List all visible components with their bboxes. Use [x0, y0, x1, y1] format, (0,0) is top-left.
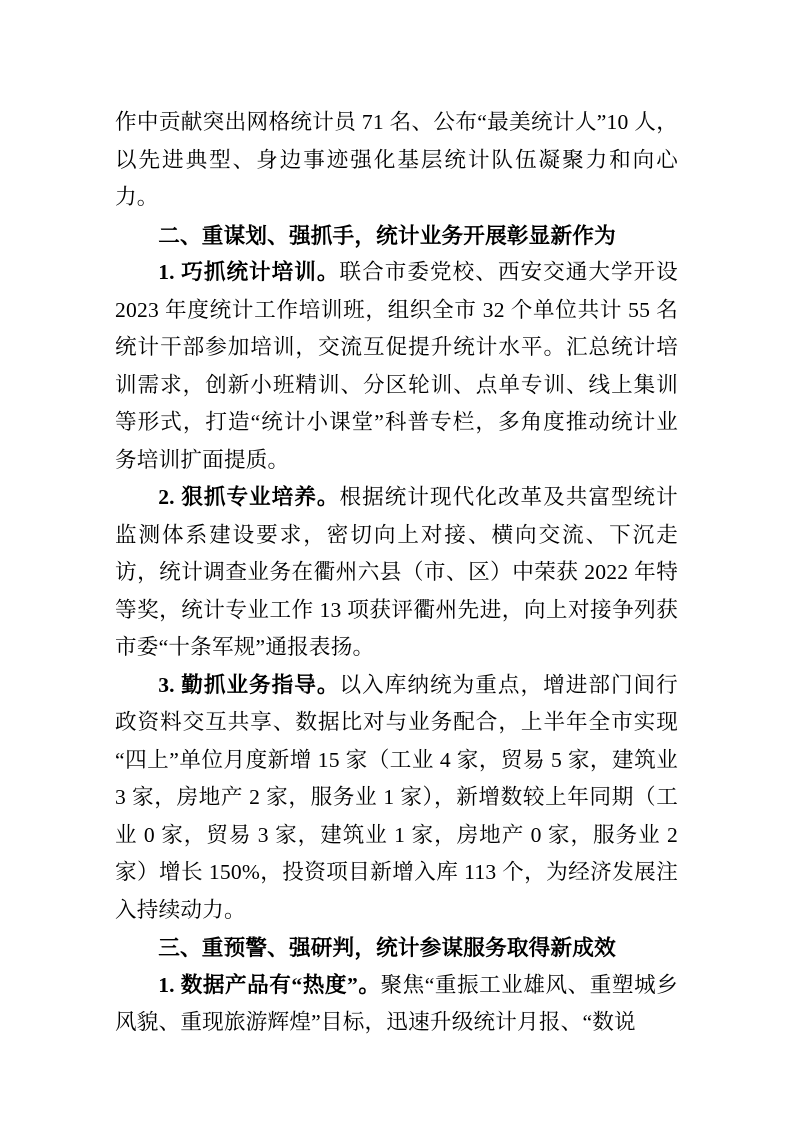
paragraph-text: 联合市委党校、西安交通大学开设 2023 年度统计工作培训班，组织全市 32 个单位共计 55 名统计干部参加培训，交流互促提升统计水平。汇总统计培训需求，创新小班精训、分区轮训、点单专训、线上集训等形式，打造“统计小课堂”科普专栏，多角度推动统计业务培训扩面提质。 [115, 260, 678, 472]
paragraph-item-3-business-guidance [115, 667, 678, 930]
paragraph-item-1-data-products [115, 967, 678, 1042]
paragraph-continued-from-previous-page: 作中贡献突出网格统计员 71 名、公布“最美统计人”10 人，以先进典型、身边事迹强化基层统计队伍凝聚力和向心力。 [115, 110, 678, 209]
paragraph-lead: 3. 勤抓业务指导。 [158, 672, 340, 697]
paragraph-text: 以入库纳统为重点，增进部门间行政资料交互共享、数据比对与业务配合，上半年全市实现“四上”单位月度新增 15 家（工业 4 家，贸易 5 家，建筑业 3 家，房地产 2 家，服务业 1 家），新增数较上年同期（工业 0 家，贸易 3 家，建筑业 1 家，房地产 0 家，服务业 2 家）增长 150%，投资项目新增入库 113 个，为经济发展注入持续动力。 [115, 672, 678, 922]
paragraph-text: 根据统计现代化改革及共富型统计监测体系建设要求，密切向上对接、横向交流、下沉走访，统计调查业务在衢州六县（市、区）中荣获 2022 年特等奖，统计专业工作 13 项获评衢州先进，向上对接争列获市委“十条军规”通报表扬。 [115, 485, 678, 659]
paragraph-item-1-training [115, 254, 678, 479]
paragraph-item-2-professional-cultivation [115, 479, 678, 667]
paragraph-text: 聚焦“重振工业雄风、重塑城乡风貌、重现旅游辉煌”目标，迅速升级统计月报、“数说 [115, 972, 678, 1034]
section-heading-three: 三、重预警、强研判，统计参谋服务取得新成效 [158, 935, 616, 960]
section-heading-two: 二、重谋划、强抓手，统计业务开展彰显新作为 [158, 222, 616, 248]
paragraph-lead: 1. 数据产品有“热度”。 [158, 972, 381, 997]
paragraph-lead: 2. 狠抓专业培养。 [158, 485, 340, 509]
paragraph-lead: 1. 巧抓统计培训。 [158, 260, 340, 284]
